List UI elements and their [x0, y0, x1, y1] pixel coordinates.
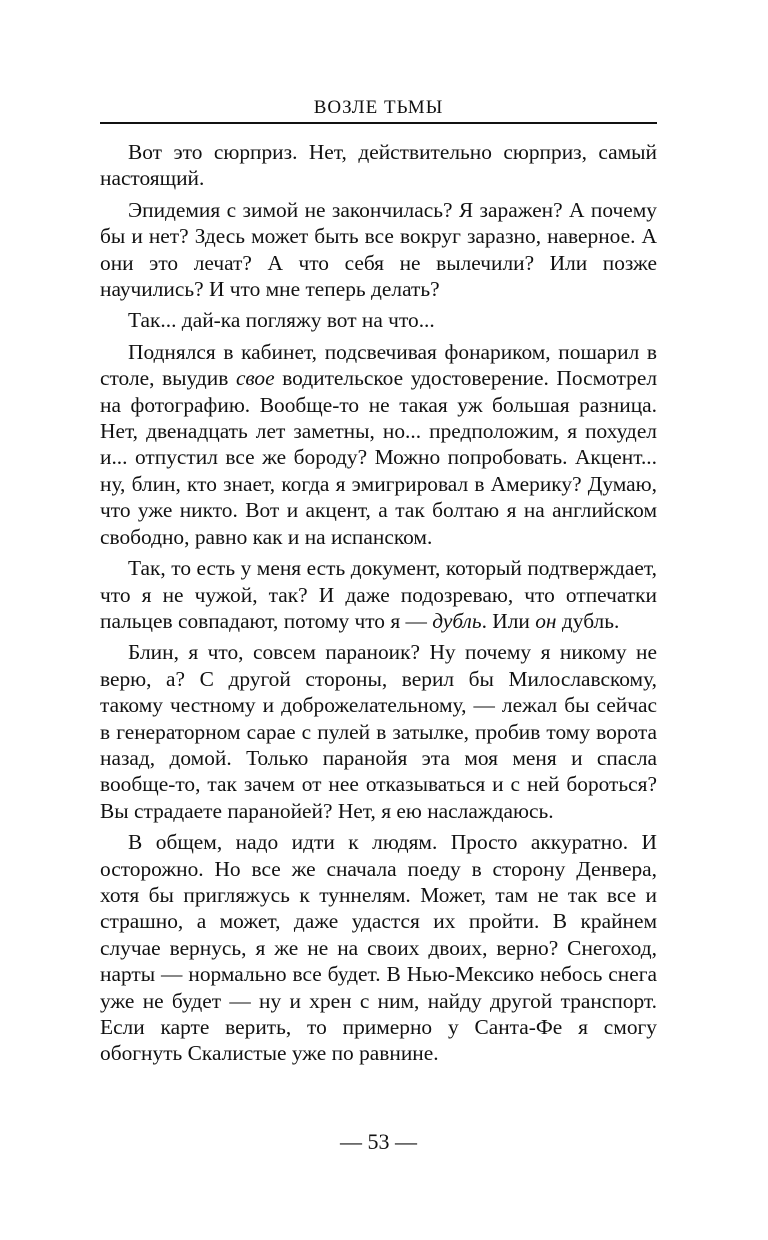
header-rule [100, 122, 657, 124]
paragraph-4-italic: свое [235, 366, 275, 391]
paragraph-5 [100, 555, 657, 634]
running-head: ВОЗЛЕ ТЬМЫ [313, 97, 444, 118]
paragraph-1: Вот это сюрприз. Нет, действительно сюрприз, самый настоящий. [100, 140, 657, 191]
paragraph-6: Блин, я что, совсем параноик? Ну почему я никому не верю, а? С другой стороны, верил бы Милославскому, такому честному и доброжелательному, — лежал бы сейчас в генераторном сарае с пулей в затылке, пробив тому ворота назад, домой. Только паранойя эта моя меня и спасла вообще-то, так зачем от нее отказываться и с ней бороться? Вы страдаете паранойей? Нет, я ею наслаждаюсь. [100, 640, 657, 823]
paragraph-3: Так... дай-ка погляжу вот на что... [128, 308, 435, 333]
body-text [100, 139, 657, 1067]
paragraph-5-part-c: . Или [481, 608, 536, 633]
paragraph-5-part-e: дубль. [556, 608, 620, 633]
paragraph-5-italic-2: он [535, 608, 557, 633]
paragraph-7: В общем, надо идти к людям. Просто аккуратно. И осторожно. Но все же сначала поеду в сторону Денвера, хотя бы пригляжусь к туннелям. Может, там не так все и страшно, а может, даже удастся их пройти. В крайнем случае вернусь, я же не на своих двоих, верно? Снегоход, нарты — нормально все будет. В Нью-Мексико небось снега уже не будет — ну и хрен с ним, найду другой транспорт. Если карте верить, то примерно у Санта-Фе я смогу обогнуть Скалистые уже по равнине. [100, 830, 657, 1066]
page-number: — 53 — [340, 1129, 417, 1154]
paragraph-5-italic-1: дубль [432, 608, 482, 633]
paragraph-2: Эпидемия с зимой не закончилась? Я заражен? А почему бы и нет? Здесь может быть все вокруг заразно, наверное. А они это лечат? А что себя не вылечили? Или позже научились? И что мне теперь делать? [100, 197, 657, 302]
paragraph-4 [100, 339, 657, 550]
paragraph-5-part-a: Так, то есть у меня есть документ, который подтверждает, что я не чужой, так? И даже подозреваю, что отпечатки пальцев совпадают, потому что я — [100, 556, 657, 633]
paragraph-4-part-a: Поднялся в кабинет, подсвечивая фонариком, пошарил в столе, выудив [100, 339, 657, 391]
paragraph-4-part-c: водительское удостоверение. Посмотрел на фотографию. Вообще-то не такая уж большая разница. Нет, двенадцать лет заметны, но... предположим, я похудел и... отпустил все же бороду? Можно попробовать. Акцент... ну, блин, кто знает, когда я эмигрировал в Америку? Думаю, что уже никто. Вот и акцент, а так болтаю я на английском свободно, равно как и на испанском. [100, 366, 657, 549]
